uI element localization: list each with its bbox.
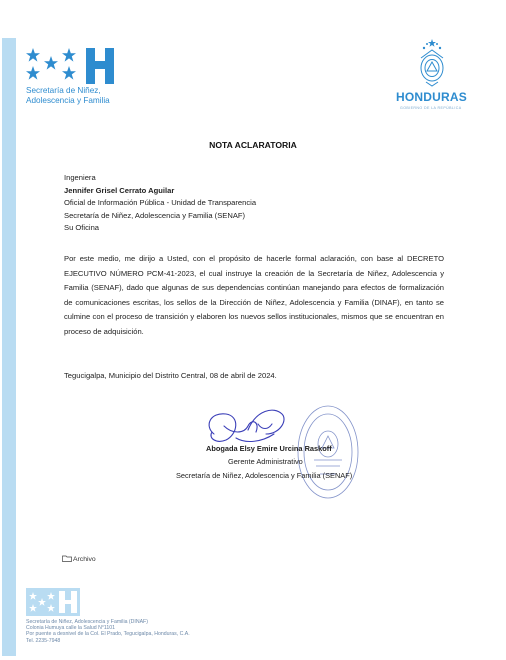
country-name: HONDURAS: [396, 90, 467, 104]
signatory-block: [176, 442, 376, 482]
place-date: Tegucigalpa, Municipio del Distrito Central, 08 de abril de 2024.: [64, 371, 277, 380]
addressee-office: Su Oficina: [64, 223, 100, 233]
signatory-institution: Secretaría de Niñez, Adolescencia y Familia (SENAF): [176, 470, 353, 480]
stars-icon: [24, 46, 82, 84]
footer-line: Colonia Humuya calle la Salud N°1101: [26, 625, 116, 632]
government-tagline: GOBIERNO DE LA REPÚBLICA: [400, 106, 462, 110]
addressee-name: Jennifer Grisel Cerrato Aguilar: [64, 185, 175, 195]
signatory-name: Abogada Elsy Emire Urcina Raskoff: [206, 444, 332, 453]
addressee-block: [64, 172, 256, 235]
document-title: NOTA ACLARATORIA: [209, 140, 297, 150]
footer-line: Secretaría de Niñez, Adolescencia y Familia (DINAF): [26, 619, 148, 625]
senaf-logo: [24, 46, 134, 108]
body-paragraph: Por este medio, me dirijo a Usted, con el propósito de hacerle formal aclaración, con base al DECRETO EJECUTIVO NÚMERO PCM-41-2023, el cual instruye la creación de la Secretaría de Niñez, Adolescencia y Familia (SENAF), dado que algunas de sus dependencias continúan manejando para efectos de formalización de comunicaciones escritas, los sellos de la Dirección de Niñez, Adolescencia y Familia (DINAF), en tanto se culmine con el proceso de transición y elaboren los nuevos sellos institucionales, mismos que se encuentran en proceso de adquisición.: [64, 254, 444, 336]
addressee-position: Oficial de Información Pública - Unidad de Transparencia: [64, 198, 257, 208]
signatory-role: Gerente Administrativo: [228, 457, 303, 467]
org-name-line1: Secretaría de Niñez,: [26, 86, 101, 95]
org-name: [26, 86, 146, 105]
h-letter-icon: [86, 48, 114, 84]
footer-line: Por puente a desnivel de la Col. El Prado, Tegucigalpa, Honduras, C.A.: [26, 631, 190, 638]
footer-address: [26, 619, 190, 644]
footer-logo-icon: [26, 588, 80, 616]
coat-of-arms-icon: [412, 38, 452, 88]
addressee-salutation: Ingeniera: [64, 173, 96, 182]
addressee-institution: Secretaría de Niñez, Adolescencia y Familia (SENAF): [64, 210, 246, 220]
archive-label: Archivo: [73, 556, 96, 563]
folder-icon: [62, 555, 72, 562]
footer-line: Tel. 2235-7948: [26, 637, 61, 644]
honduras-logo: [392, 38, 478, 118]
org-name-line2: Adolescencia y Familia: [26, 95, 110, 105]
left-accent-bar: [2, 38, 16, 656]
archive-note: [62, 555, 96, 563]
